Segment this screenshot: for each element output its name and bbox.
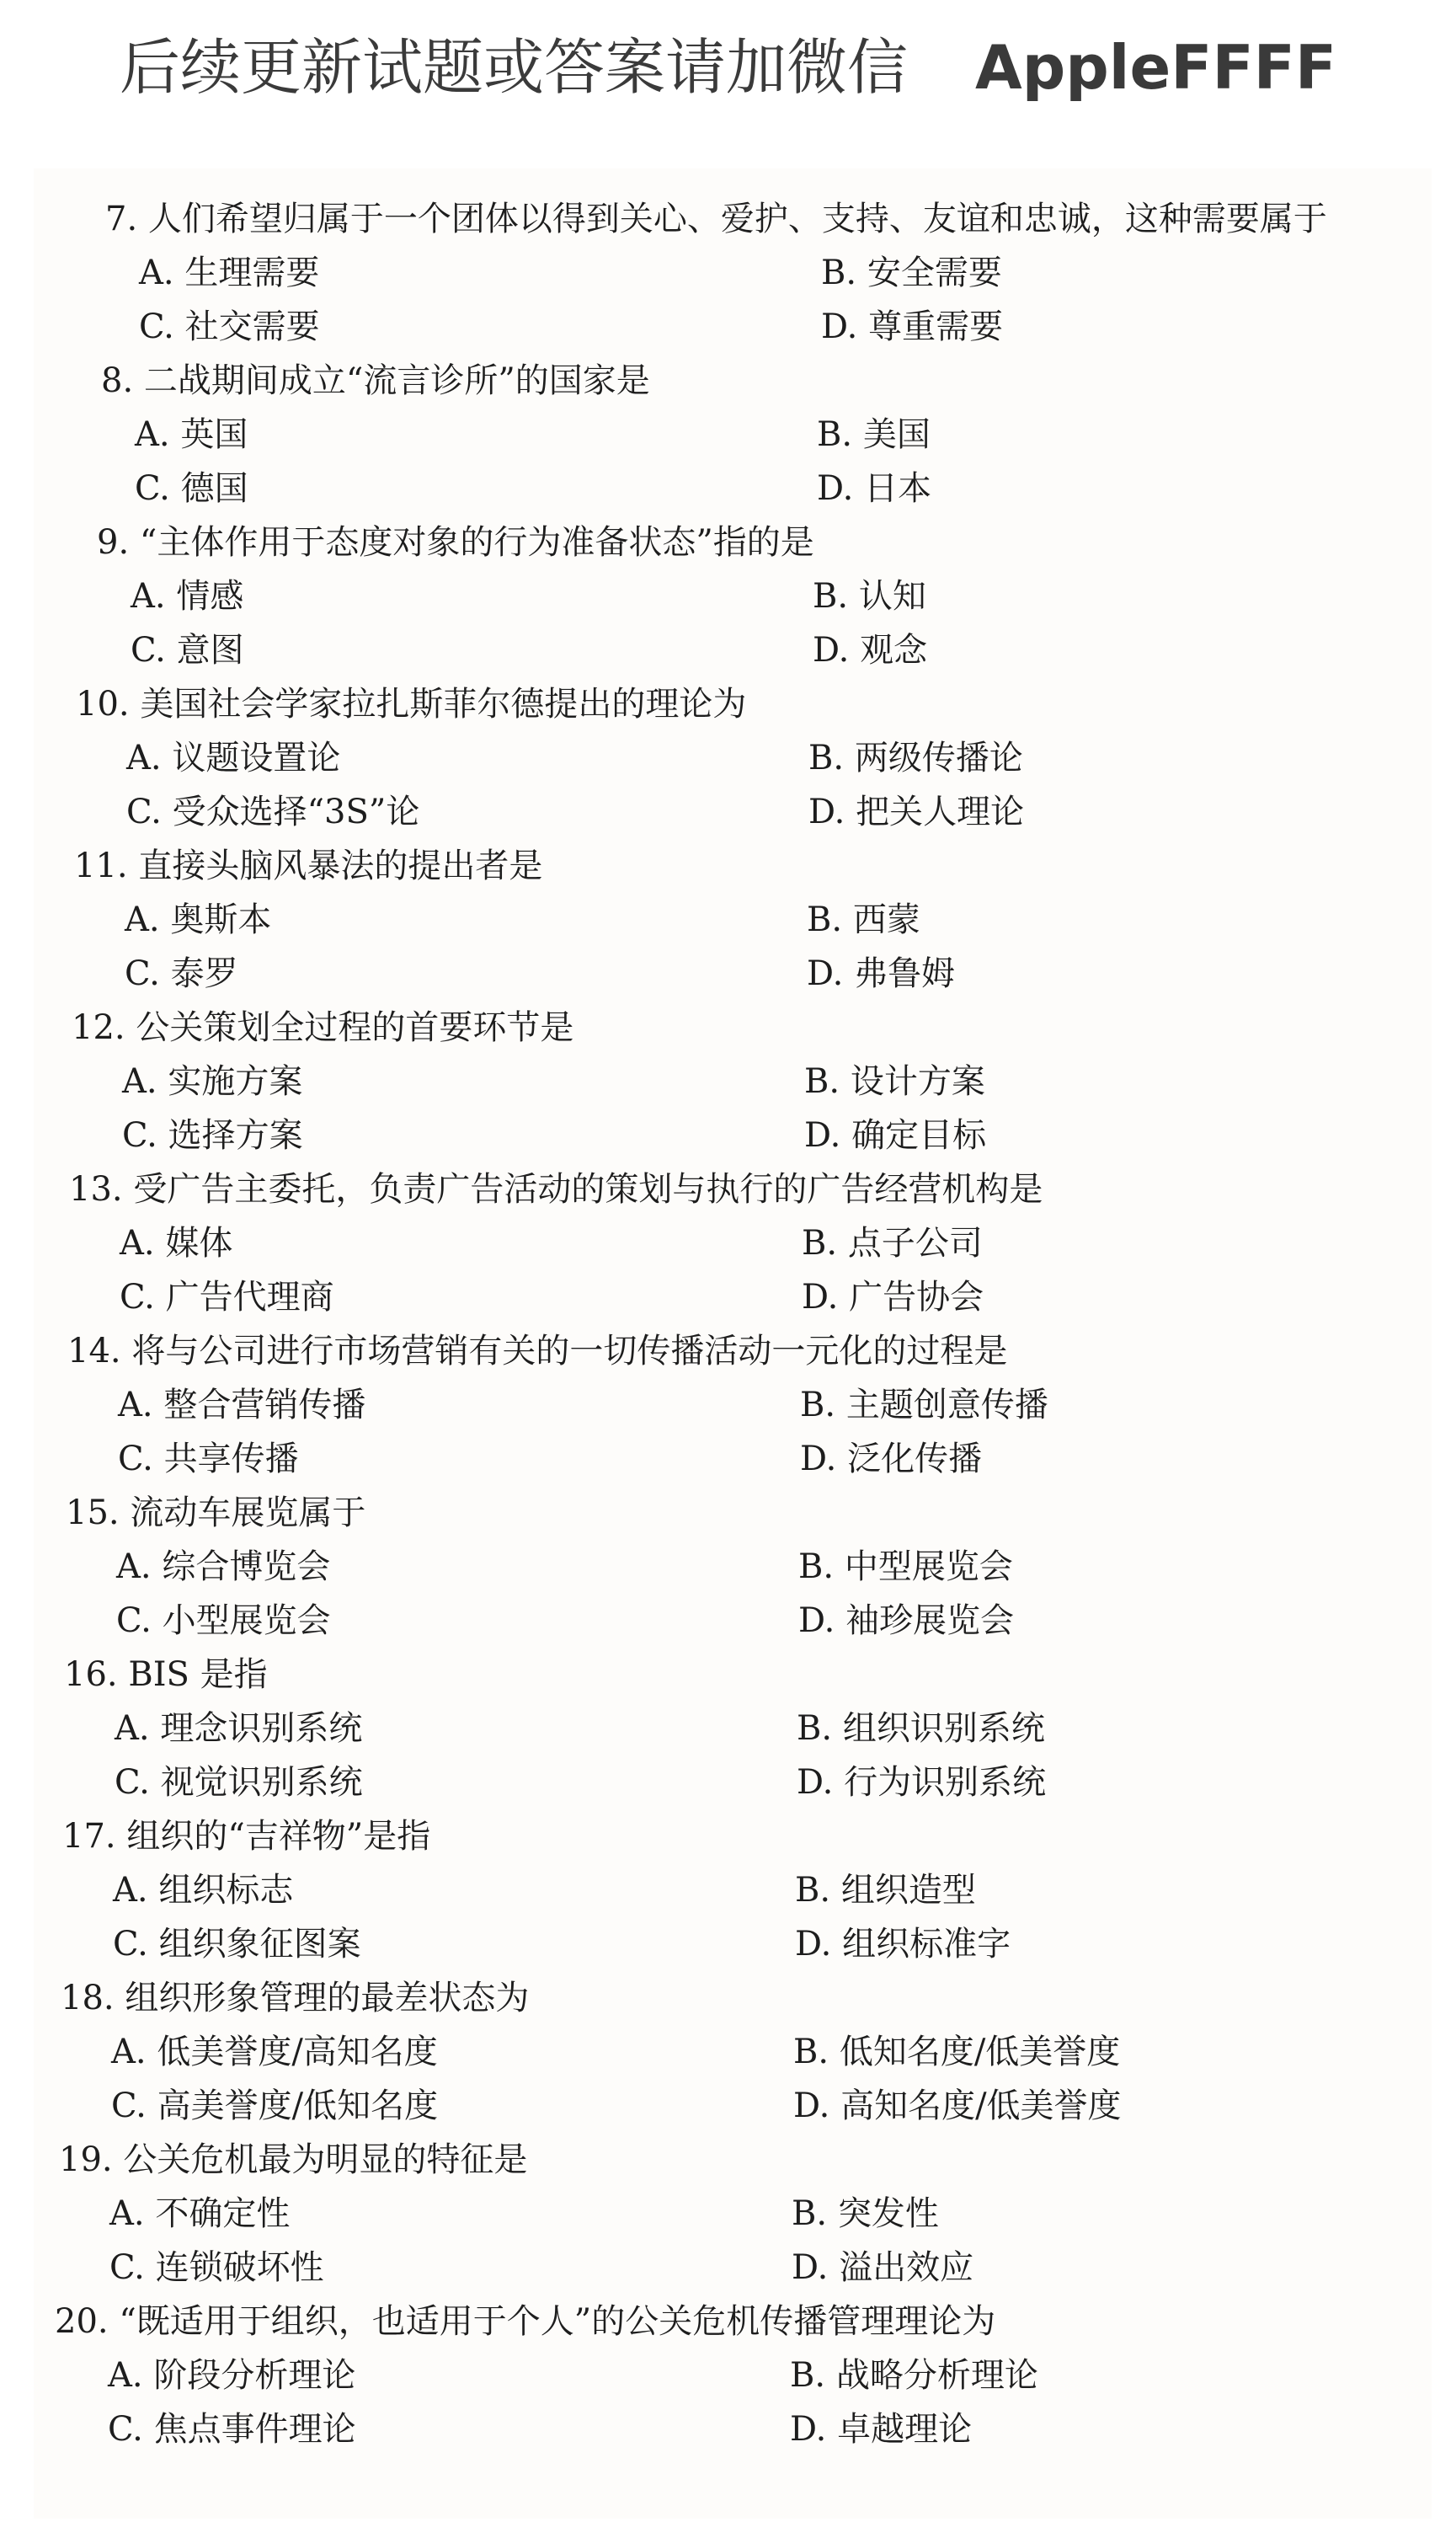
option-a: A. 生理需要	[139, 254, 320, 292]
option-d: D. 把关人理论	[808, 793, 1025, 831]
option-c: C. 社交需要	[139, 307, 320, 346]
question-stem: 11. 直接头脑风暴法的提出者是	[74, 847, 543, 885]
question-8	[34, 354, 1432, 516]
question-stem: 16. BIS 是指	[64, 1655, 268, 1694]
question-options	[34, 731, 1432, 839]
question-14	[34, 1324, 1432, 1486]
option-a: A. 理念识别系统	[115, 1709, 363, 1748]
option-c: C. 共享传播	[118, 1440, 299, 1478]
option-c: C. 德国	[135, 469, 248, 508]
option-c: C. 广告代理商	[120, 1278, 334, 1317]
option-d: D. 泛化传播	[800, 1440, 983, 1478]
question-options	[34, 2025, 1432, 2133]
option-d: D. 观念	[813, 631, 928, 670]
option-a: A. 低美誉度/高知名度	[111, 2033, 438, 2071]
option-c: C. 意图	[131, 631, 244, 670]
page-header	[0, 19, 1456, 106]
question-options	[34, 1863, 1432, 1971]
question-9	[34, 516, 1432, 677]
option-b: B. 战略分析理论	[790, 2356, 1038, 2395]
question-stem: 20. “既适用于组织，也适用于个人”的公关危机传播管理理论为	[55, 2302, 996, 2341]
option-d: D. 广告协会	[802, 1278, 984, 1317]
option-d: D. 行为识别系统	[797, 1763, 1047, 1802]
question-options	[34, 1216, 1432, 1324]
option-d: D. 溢出效应	[792, 2248, 974, 2287]
question-options	[34, 1055, 1432, 1162]
option-b: B. 美国	[817, 415, 931, 454]
question-options	[34, 1540, 1432, 1648]
wechat-id: AppleFFFF	[974, 32, 1337, 103]
question-options	[34, 2187, 1432, 2295]
option-a: A. 综合博览会	[116, 1547, 331, 1586]
question-options	[34, 569, 1432, 677]
question-11	[34, 839, 1432, 1001]
question-options	[34, 2348, 1432, 2456]
option-a: A. 议题设置论	[126, 739, 341, 777]
option-c: C. 视觉识别系统	[115, 1763, 363, 1802]
question-stem: 13. 受广告主委托，负责广告活动的策划与执行的广告经营机构是	[69, 1170, 1043, 1209]
option-c: C. 选择方案	[122, 1116, 303, 1155]
option-d: D. 组织标准字	[795, 1925, 1011, 1964]
question-stem: 19. 公关危机最为明显的特征是	[59, 2140, 528, 2179]
header-title: 后续更新试题或答案请加微信	[119, 32, 908, 103]
option-c: C. 受众选择“3S”论	[126, 793, 420, 831]
question-15	[34, 1486, 1432, 1648]
question-options	[34, 1378, 1432, 1486]
question-stem: 9. “主体作用于态度对象的行为准备状态”指的是	[97, 523, 814, 562]
question-list	[34, 192, 1432, 2456]
question-stem: 14. 将与公司进行市场营销有关的一切传播活动一元化的过程是	[67, 1332, 1008, 1371]
question-stem: 17. 组织的“吉祥物”是指	[62, 1817, 431, 1856]
question-16	[34, 1648, 1432, 1809]
option-a: A. 组织标志	[113, 1871, 294, 1910]
option-a: A. 实施方案	[122, 1062, 303, 1101]
option-c: C. 泰罗	[125, 954, 238, 993]
question-stem: 8. 二战期间成立“流言诊所”的国家是	[101, 361, 650, 400]
option-b: B. 西蒙	[807, 900, 920, 939]
option-a: A. 奥斯本	[125, 900, 272, 939]
option-d: D. 卓越理论	[790, 2410, 973, 2449]
option-b: B. 组织造型	[795, 1871, 976, 1910]
option-b: B. 低知名度/低美誉度	[793, 2033, 1121, 2071]
question-options	[34, 246, 1432, 354]
option-b: B. 中型展览会	[798, 1547, 1013, 1586]
option-b: B. 主题创意传播	[800, 1386, 1048, 1424]
option-b: B. 安全需要	[821, 254, 1002, 292]
option-b: B. 点子公司	[802, 1224, 983, 1263]
option-c: C. 连锁破坏性	[109, 2248, 324, 2287]
option-b: B. 两级传播论	[808, 739, 1023, 777]
question-20	[34, 2295, 1432, 2456]
option-a: A. 阶段分析理论	[108, 2356, 356, 2395]
question-18	[34, 1971, 1432, 2133]
option-a: A. 情感	[131, 577, 244, 616]
question-options	[34, 408, 1432, 516]
question-13	[34, 1162, 1432, 1324]
question-options	[34, 1702, 1432, 1809]
option-c: C. 组织象征图案	[113, 1925, 361, 1964]
question-options	[34, 893, 1432, 1001]
option-d: D. 高知名度/低美誉度	[793, 2087, 1122, 2125]
option-a: A. 英国	[135, 415, 248, 454]
option-d: D. 尊重需要	[821, 307, 1004, 346]
question-19	[34, 2133, 1432, 2295]
option-a: A. 媒体	[120, 1224, 233, 1263]
option-b: B. 突发性	[792, 2194, 939, 2233]
question-12	[34, 1001, 1432, 1162]
option-a: A. 整合营销传播	[118, 1386, 366, 1424]
option-c: C. 焦点事件理论	[108, 2410, 356, 2449]
option-a: A. 不确定性	[109, 2194, 291, 2233]
option-d: D. 弗鲁姆	[807, 954, 956, 993]
option-c: C. 高美誉度/低知名度	[111, 2087, 439, 2125]
option-b: B. 设计方案	[804, 1062, 985, 1101]
option-d: D. 确定目标	[804, 1116, 987, 1155]
question-7	[34, 192, 1432, 354]
question-stem: 7. 人们希望归属于一个团体以得到关心、爱护、支持、友谊和忠诚，这种需要属于	[105, 200, 1327, 238]
option-c: C. 小型展览会	[116, 1601, 331, 1640]
scanned-exam-page	[34, 168, 1432, 2519]
question-10	[34, 677, 1432, 839]
question-17	[34, 1809, 1432, 1971]
option-d: D. 袖珍展览会	[798, 1601, 1015, 1640]
option-d: D. 日本	[817, 469, 932, 508]
option-b: B. 组织识别系统	[797, 1709, 1045, 1748]
option-b: B. 认知	[813, 577, 926, 616]
question-stem: 10. 美国社会学家拉扎斯菲尔德提出的理论为	[76, 685, 747, 724]
question-stem: 15. 流动车展览属于	[66, 1493, 366, 1532]
question-stem: 18. 组织形象管理的最差状态为	[61, 1979, 530, 2017]
question-stem: 12. 公关策划全过程的首要环节是	[72, 1008, 574, 1047]
